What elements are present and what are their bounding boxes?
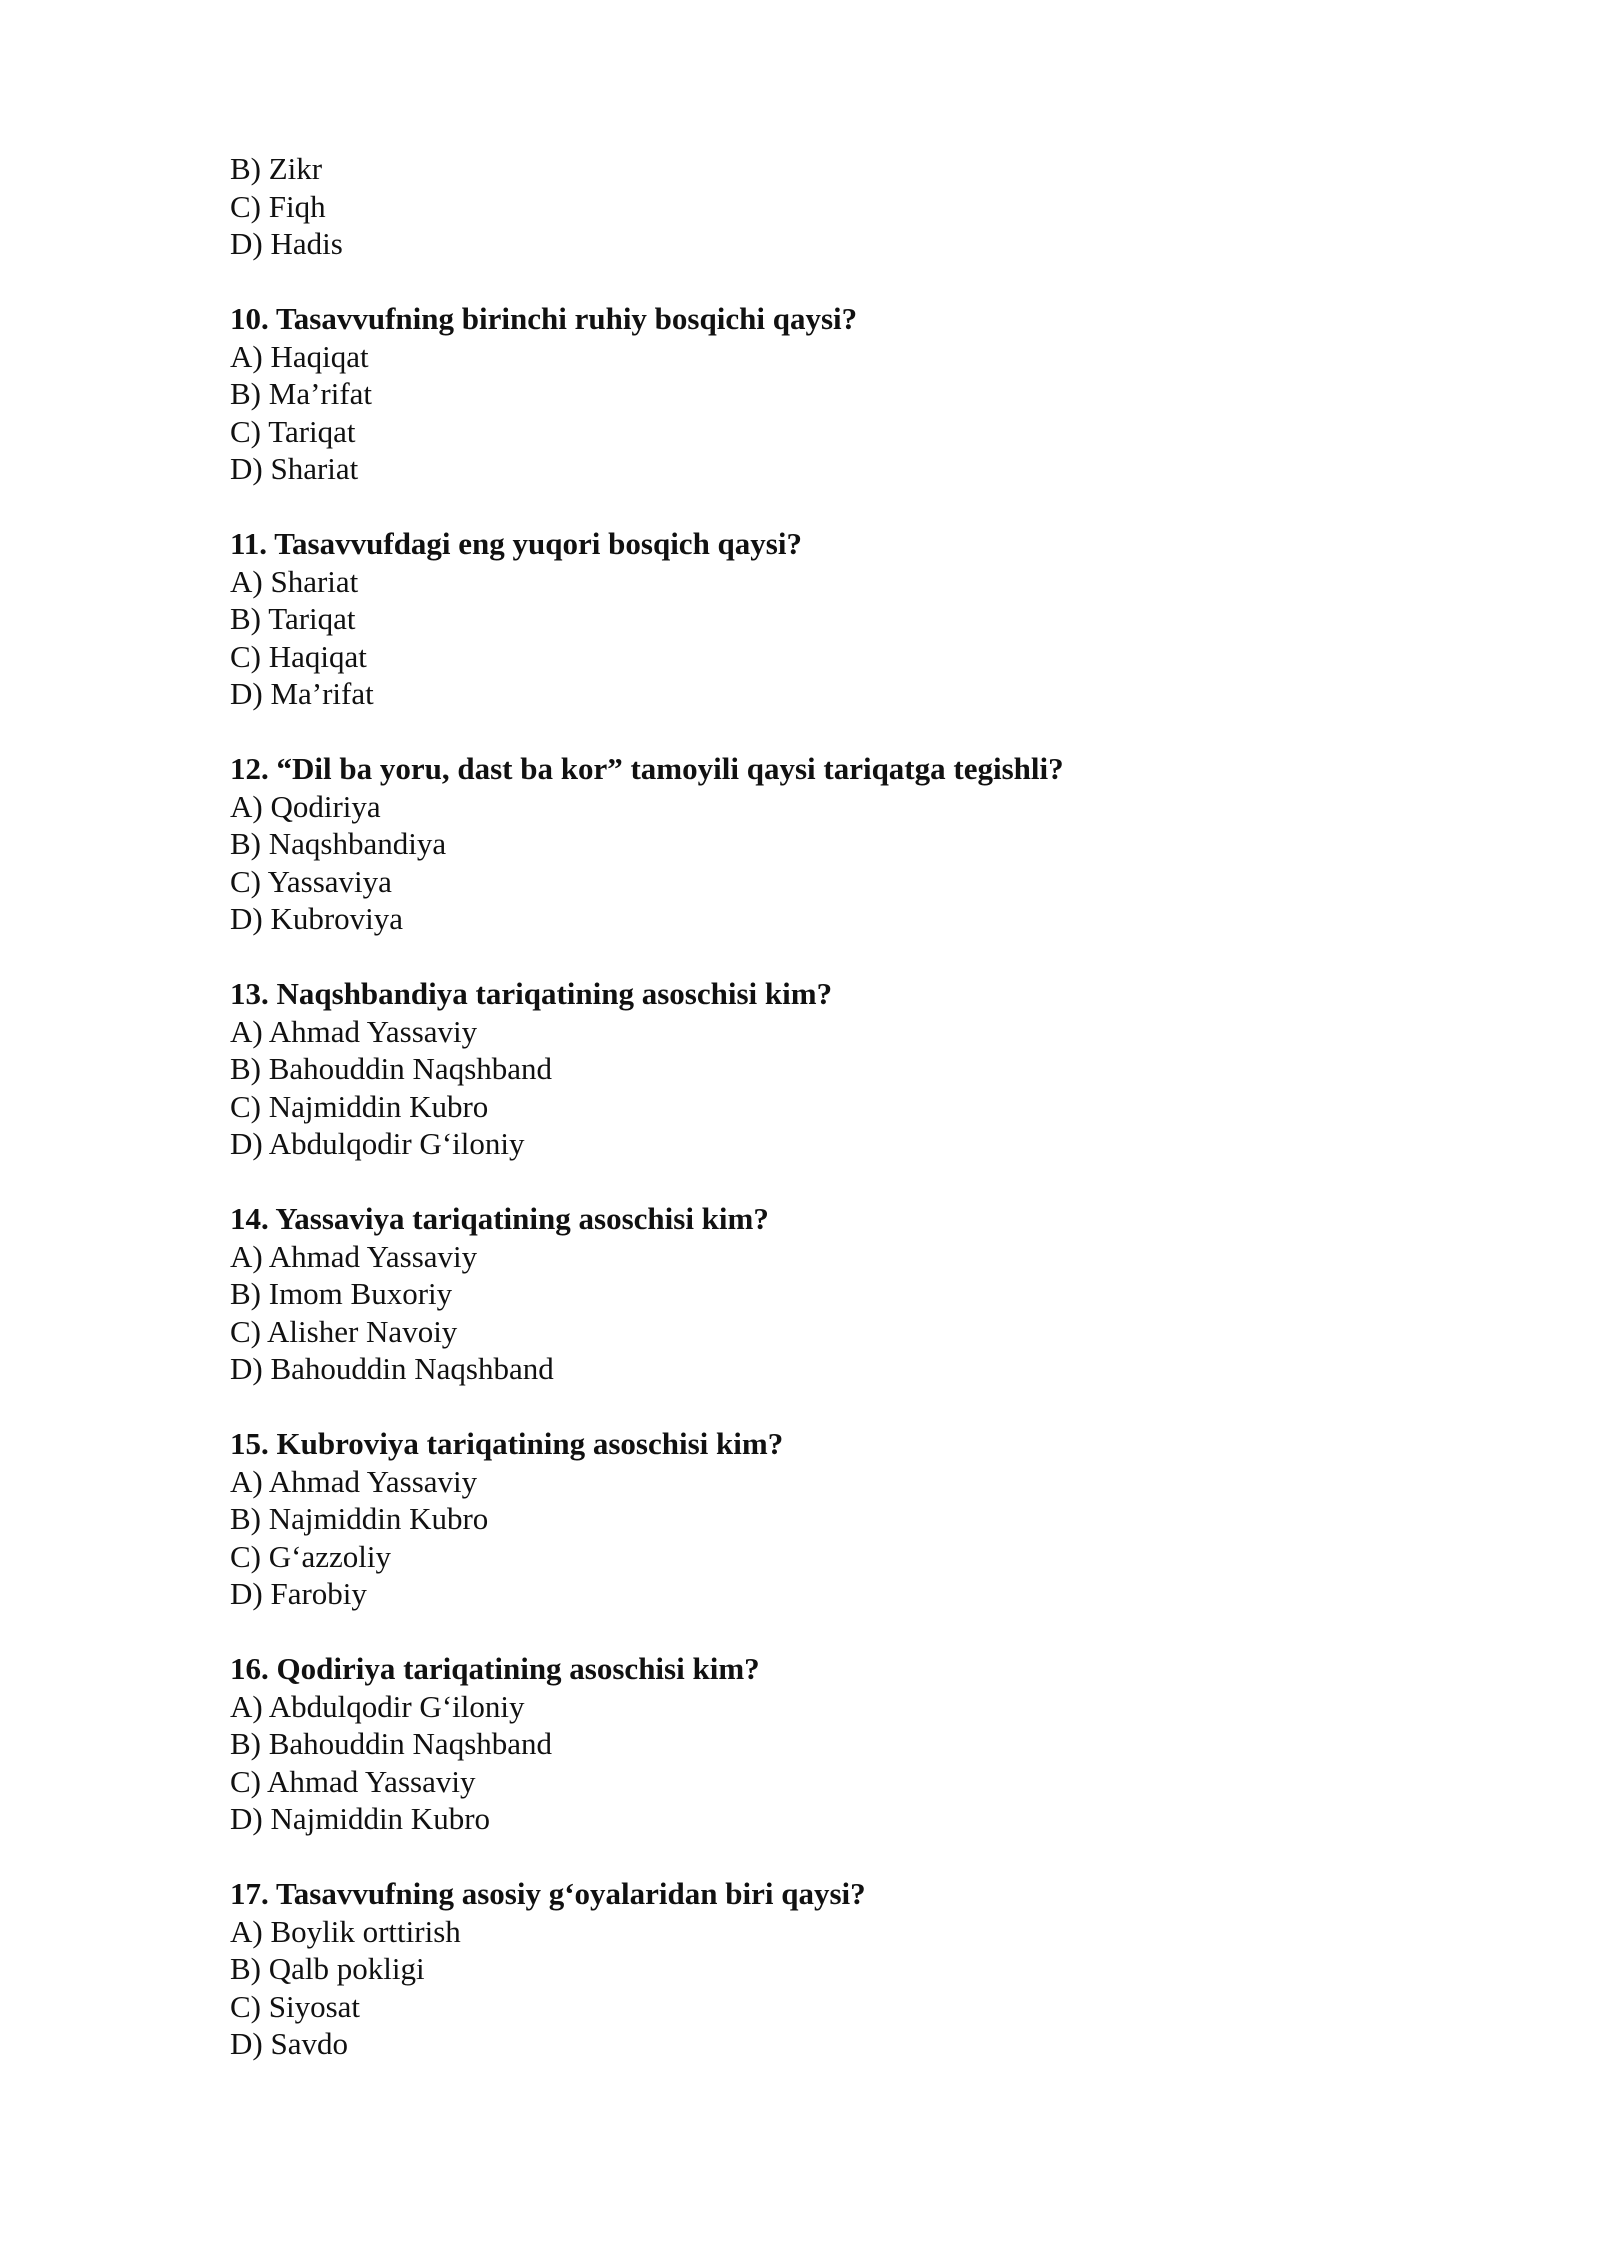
option-a: A) Ahmad Yassaviy: [230, 1013, 478, 1049]
question-text: 14. Yassaviya tariqatining asoschisi kim?: [230, 1201, 769, 1236]
option-a: A) Shariat: [230, 563, 359, 599]
question-block-11: [230, 525, 1430, 713]
question-block-10: [230, 300, 1430, 488]
question-text: 11. Tasavvufdagi eng yuqori bosqich qaysi?: [230, 526, 802, 561]
question-text: 16. Qodiriya tariqatining asoschisi kim?: [230, 1651, 760, 1686]
question-block-17: [230, 1875, 1430, 2063]
option-d: D) Kubroviya: [230, 901, 404, 936]
option-b: B) Tariqat: [230, 601, 356, 636]
option-a: A) Qodiriya: [230, 788, 381, 824]
question-text: 13. Naqshbandiya tariqatining asoschisi kim?: [230, 976, 833, 1011]
option-a: A) Haqiqat: [230, 338, 369, 374]
option-c: C) Haqiqat: [230, 638, 367, 674]
option-c: C) Tariqat: [230, 413, 356, 449]
option-d: D) Hadis: [230, 226, 343, 261]
option-c: C) Najmiddin Kubro: [230, 1088, 489, 1124]
option-c: C) Fiqh: [230, 188, 326, 224]
question-text: 12. “Dil ba yoru, dast ba kor” tamoyili qaysi tariqatga tegishli?: [230, 751, 1064, 786]
option-d: D) Shariat: [230, 451, 359, 486]
question-block-16: [230, 1650, 1430, 1838]
question-block-12: [230, 750, 1430, 938]
option-b: B) Najmiddin Kubro: [230, 1501, 489, 1536]
option-b: B) Qalb pokligi: [230, 1951, 425, 1986]
question-block-15: [230, 1425, 1430, 1613]
option-a: A) Boylik orttirish: [230, 1913, 461, 1949]
option-c: C) Alisher Navoiy: [230, 1313, 458, 1349]
option-b: B) Bahouddin Naqshband: [230, 1051, 553, 1086]
document-page: [230, 150, 1430, 2063]
option-d: D) Abdulqodir G‘iloniy: [230, 1126, 525, 1161]
option-c: C) G‘azzoliy: [230, 1538, 391, 1574]
option-d: D) Ma’rifat: [230, 676, 374, 711]
option-a: A) Ahmad Yassaviy: [230, 1238, 478, 1274]
option-a: A) Ahmad Yassaviy: [230, 1463, 478, 1499]
option-d: D) Farobiy: [230, 1576, 367, 1611]
option-d: D) Bahouddin Naqshband: [230, 1351, 554, 1386]
option-b: B) Ma’rifat: [230, 376, 373, 411]
option-a: A) Abdulqodir G‘iloniy: [230, 1688, 525, 1724]
option-c: C) Ahmad Yassaviy: [230, 1763, 476, 1799]
option-d: D) Savdo: [230, 2026, 348, 2061]
question-block-13: [230, 975, 1430, 1163]
option-c: C) Yassaviya: [230, 863, 392, 899]
option-b: B) Zikr: [230, 151, 323, 186]
option-c: C) Siyosat: [230, 1988, 361, 2024]
continued-options: [230, 150, 1430, 263]
question-text: 10. Tasavvufning birinchi ruhiy bosqichi qaysi?: [230, 301, 858, 336]
question-block-14: [230, 1200, 1430, 1388]
option-b: B) Naqshbandiya: [230, 826, 447, 861]
option-b: B) Bahouddin Naqshband: [230, 1726, 553, 1761]
option-b: B) Imom Buxoriy: [230, 1276, 453, 1311]
option-d: D) Najmiddin Kubro: [230, 1801, 491, 1836]
question-text: 17. Tasavvufning asosiy g‘oyalaridan biri qaysi?: [230, 1876, 866, 1911]
question-text: 15. Kubroviya tariqatining asoschisi kim?: [230, 1426, 784, 1461]
